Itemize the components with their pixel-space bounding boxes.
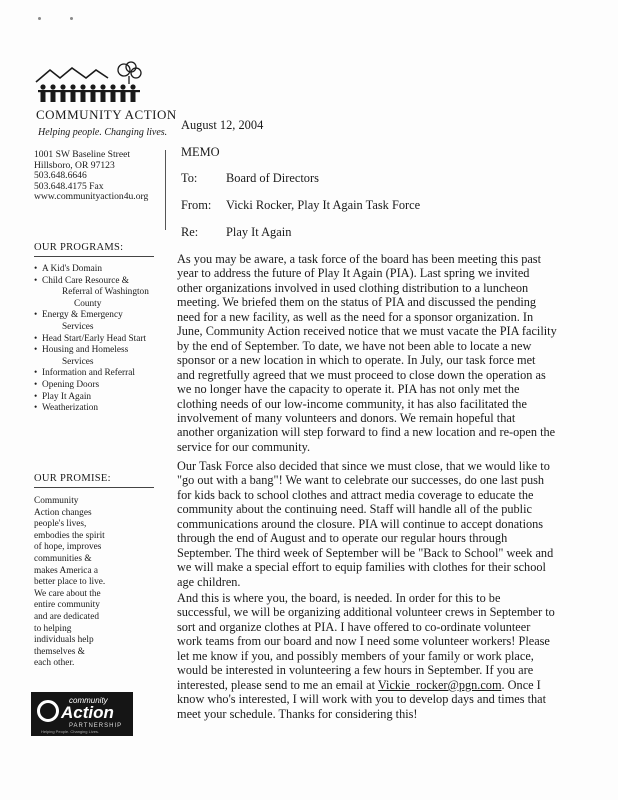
program-item: • Play It Again: [34, 392, 164, 404]
to-label: To:: [181, 171, 198, 185]
email-line-prefix: interested, please send to me an email at: [177, 677, 378, 692]
promise-rule: [34, 487, 154, 488]
program-item: • Child Care Resource & Referral of Washington County: [34, 276, 164, 311]
body-paragraph-1: As you may be aware, a task force of the board has been meeting this past year to address the future of Play It Again (PIA). Last spring we invited other organizations involved in used clothing distribution to a luncheon meeting. We briefed them on the status of PIA and discussed the pending need for a new facility, as well as the need for a sponsor organization. In June, Community Action received notice that we must vacate the PIA facility by the end of September. To date, we have not been able to locate a new sponsor or a new location in which to operate. In July, our task force met and regretfully agreed that we must proceed to close down the operation as we no longer have the capacity to operate it. PIA has not only met the clothing needs of our low-income community, it has also facilitated the involvement of many volunteers and donors. We remain hopeful that another organization will step forward to find a new location and re-open the service for our community.: [177, 252, 557, 454]
badge-sub-text: PARTNERSHIP: [69, 723, 123, 729]
address-phone: 503.648.6646: [34, 170, 87, 182]
body-paragraph-2: Our Task Force also decided that since we must close, that we would like to "go out with a bang"! We want to celebrate our successes, do one last push for kids back to school clothes and attract media coverage to educate the community about the continuing need. Staff will handle all of the public communications around the closure. PIA will continue to accept donations through the end of August and to operate our regular hours through September. The third week of September will be "Back to School" week and we will make a special effort to equip families with clothes for their school age children.: [177, 459, 554, 589]
memo-type: MEMO: [181, 145, 220, 159]
org-address: [34, 150, 148, 203]
memo-date: August 12, 2004: [181, 118, 264, 132]
address-street: 1001 SW Baseline Street: [34, 149, 131, 160]
scan-speck: [70, 17, 73, 20]
program-item: • Energy & Emergency Services: [34, 310, 164, 333]
program-item: • Housing and Homeless Services: [34, 345, 164, 368]
address-website: www.communityaction4u.org: [34, 191, 149, 203]
logo-wordmark: COMMUNITY ACTION: [36, 107, 177, 122]
logo-tagline: Helping people. Changing lives.: [38, 127, 168, 138]
program-item: • A Kid's Domain: [34, 264, 164, 276]
email-link[interactable]: Vickie_rocker@pgn.com: [377, 677, 502, 692]
partnership-badge: [31, 692, 133, 736]
promise-title: OUR PROMISE:: [34, 473, 111, 484]
from-label: From:: [181, 198, 212, 212]
badge-top-text: community: [69, 696, 108, 705]
body-paragraph-3: And this is where you, the board, is needed. In order for this to be successful, we will be organizing additional volunteer crews in September to sort and organize clothes at PIA. I have offered to co-ordinate volunteer work teams from our board and now I need some volunteer workers! Please let me know if you, and possibly members of your family or work place, would be interested in volunteering a few hours in September. If you are interested, please send to me an email at Vickie_rocker@pgn.com. Once I know who's interested, I will work with you to develop days and times that meet your schedule. Thanks for considering this!: [177, 591, 555, 721]
re-value: Play It Again: [226, 225, 292, 239]
program-item: • Weatherization: [34, 403, 164, 415]
badge-swirl-icon: [37, 700, 59, 722]
program-item: • Opening Doors: [34, 380, 164, 392]
community-action-logo: [28, 60, 178, 145]
programs-title: OUR PROGRAMS:: [34, 242, 124, 253]
program-item: • Head Start/Early Head Start: [34, 334, 164, 346]
badge-fine-text: Helping People. Changing Lives.: [41, 729, 100, 734]
address-city: Hillsboro, OR 97123: [34, 159, 115, 171]
column-divider: [165, 150, 166, 230]
badge-main-text: Action: [61, 703, 114, 722]
address-fax: 503.648.4175 Fax: [34, 180, 104, 192]
from-value: Vicki Rocker, Play It Again Task Force: [226, 198, 421, 212]
scan-speck: [38, 17, 41, 20]
programs-rule: [34, 256, 154, 257]
program-item: • Information and Referral: [34, 368, 164, 380]
programs-list: [34, 264, 164, 415]
promise-text: Community Action changes people's lives, embodies the spirit of hope, improves communities & makes America a better place to live. We care about the entire community and are dedicated to helping individuals help themselves & each other.: [34, 496, 106, 669]
email-line-suffix: . Once I: [501, 677, 541, 692]
to-value: Board of Directors: [226, 171, 319, 185]
people-tree-logo-icon: [28, 60, 178, 110]
re-label: Re:: [181, 225, 199, 239]
